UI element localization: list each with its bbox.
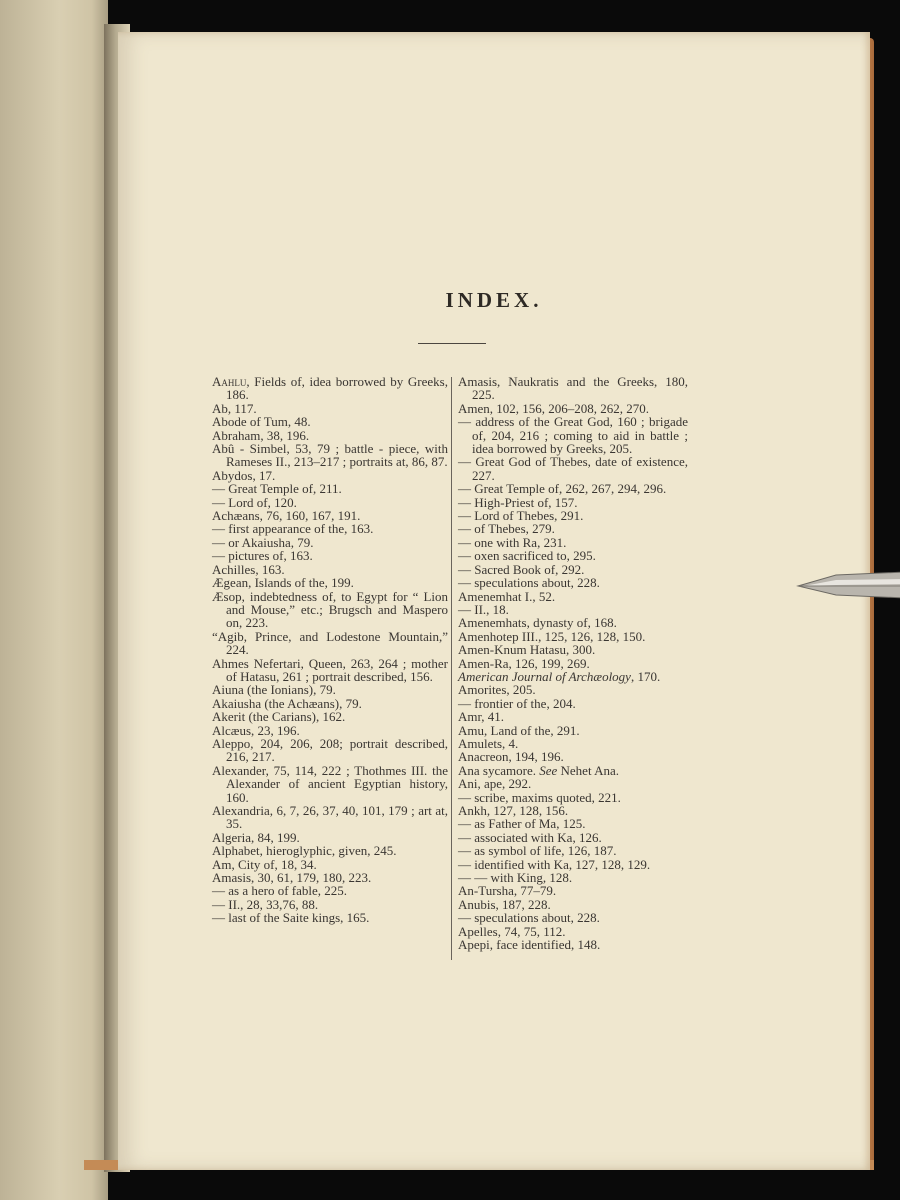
entry-text: , Fields of, idea borrowed by Greeks, 186. [226,374,448,403]
index-entry: “Agib, Prince, and Lodestone Mountain,” 224. [212,628,448,658]
index-entry: — Lord of Thebes, 291. [458,508,584,524]
index-entry: Abraham, 38, 196. [212,427,310,443]
index-entry: Abû - Simbel, 53, 79 ; battle - piece, with Rameses II., 213–217 ; portraits at, 86, 87. [212,441,448,470]
index-entry [458,764,688,777]
index-entry: Ab, 117. [212,400,257,416]
index-entry: Am, City of, 18, 34. [212,856,317,872]
index-entry: Alcæus, 23, 196. [212,722,300,738]
index-entry: Abydos, 17. [212,467,276,483]
index-entry: Ægean, Islands of the, 199. [212,575,354,591]
index-entry: — of Thebes, 279. [458,521,555,537]
index-column-left [212,375,448,925]
index-entry: — Great God of Thebes, date of existence, 227. [458,454,688,483]
index-entry: Amu, Land of the, 291. [458,722,580,738]
index-entry: Amen-Ra, 126, 199, 269. [458,655,590,671]
index-entry: — Lord of, 120. [212,494,297,510]
index-entry: Amenhotep III., 125, 126, 128, 150. [458,628,646,644]
index-entry: Achæans, 76, 160, 167, 191. [212,508,361,524]
index-entry: Amorites, 205. [458,682,536,698]
index-entry: — scribe, maxims quoted, 221. [458,789,621,805]
index-entry: — as a hero of fable, 225. [212,883,348,899]
index-entry: Akaiusha (the Achæans), 79. [212,695,362,711]
index-entry: Alexandria, 6, 7, 26, 37, 40, 101, 179 ; art at, 35. [212,803,448,832]
index-entry: Aleppo, 204, 206, 208; portrait described, 216, 217. [212,735,448,765]
index-entry: Apepi, face identified, 148. [458,937,601,953]
index-entry: — speculations about, 228. [458,910,600,926]
index-entry: — Great Temple of, 211. [212,481,342,497]
index-entry: — one with Ra, 231. [458,534,567,550]
column-divider [451,377,452,960]
index-entry: — identified with Ka, 127, 128, 129. [458,856,651,872]
index-entry: Amulets, 4. [458,735,519,751]
index-entry: Amasis, 30, 61, 179, 180, 223. [212,870,372,886]
index-entry: Alphabet, hieroglyphic, given, 245. [212,843,397,859]
page-title: INDEX. [445,288,543,312]
index-entry: Anacreon, 194, 196. [458,749,564,765]
index-entry: — first appearance of the, 163. [212,521,374,537]
index-entry: — last of the Saite kings, 165. [212,910,370,926]
index-entry: Amen-Knum Hatasu, 300. [458,642,596,658]
index-entry: Amasis, Naukratis and the Greeks, 180, 225. [458,374,688,403]
index-entry: — II., 28, 33,76, 88. [212,896,319,912]
index-entry: — High-Priest of, 157. [458,494,578,510]
index-entry: — pictures of, 163. [212,548,313,564]
index-entry: — speculations about, 228. [458,575,600,591]
index-entry: — oxen sacrificed to, 295. [458,548,596,564]
index-entry: Anubis, 187, 228. [458,896,551,912]
entry-text: , 170. [630,668,661,684]
index-entry: Achilles, 163. [212,561,285,577]
index-entry: Alexander, 75, 114, 222 ; Thothmes III. the Alexander of ancient Egyptian history, 160. [212,762,448,805]
index-entry: Amenemhat I., 52. [458,588,556,604]
title-rule [418,343,486,344]
index-entry: Ahmes Nefertari, Queen, 263, 264 ; mother of Hatasu, 261 ; portrait described, 156. [212,655,448,684]
index-entry: — as symbol of life, 126, 187. [458,843,617,859]
index-entry [212,375,448,402]
index-entry: Amenemhats, dynasty of, 168. [458,615,617,631]
index-entry: Ankh, 127, 128, 156. [458,803,569,818]
index-entry: — or Akaiusha, 79. [212,534,314,550]
index-entry: Abode of Tum, 48. [212,414,311,430]
index-entry: Æsop, indebtedness of, to Egypt for “ Lion and Mouse,” etc.; Brugsch and Maspero on, 223. [212,588,448,631]
index-entry: Algeria, 84, 199. [212,829,300,845]
index-entry: — Great Temple of, 262, 267, 294, 296. [458,481,667,497]
index-entry: — frontier of the, 204. [458,695,576,711]
index-entry: Amen, 102, 156, 206–208, 262, 270. [458,400,650,416]
index-entry: — as Father of Ma, 125. [458,816,586,832]
index-entry [458,670,688,683]
index-entry: An-Tursha, 77–79. [458,883,557,899]
index-entry: — address of the Great God, 160 ; brigade of, 204, 216 ; coming to aid in battle ; idea borrowed by Greeks, 205. [458,414,688,457]
index-entry: — associated with Ka, 126. [458,829,602,845]
entry-headword: Aahlu [212,374,247,389]
index-column-right [458,375,688,951]
index-entry: — II., 18. [458,601,509,617]
entry-italic: See [539,762,558,778]
index-entry: Akerit (the Carians), 162. [212,709,346,725]
facing-page [0,0,108,1200]
index-entry: — Sacred Book of, 292. [458,561,585,577]
entry-text: Ana sycamore. [458,762,540,778]
entry-text: Nehet Ana. [557,762,619,778]
index-entry: Aiuna (the Ionians), 79. [212,682,336,698]
index-entry: — — with King, 128. [458,870,573,886]
page-knife-icon [796,566,900,604]
index-entry: Ani, ape, 292. [458,776,532,792]
index-entry: Amr, 41. [458,709,505,725]
index-entry: Apelles, 74, 75, 112. [458,923,566,939]
entry-italic: American Journal of Archæology [458,668,631,684]
